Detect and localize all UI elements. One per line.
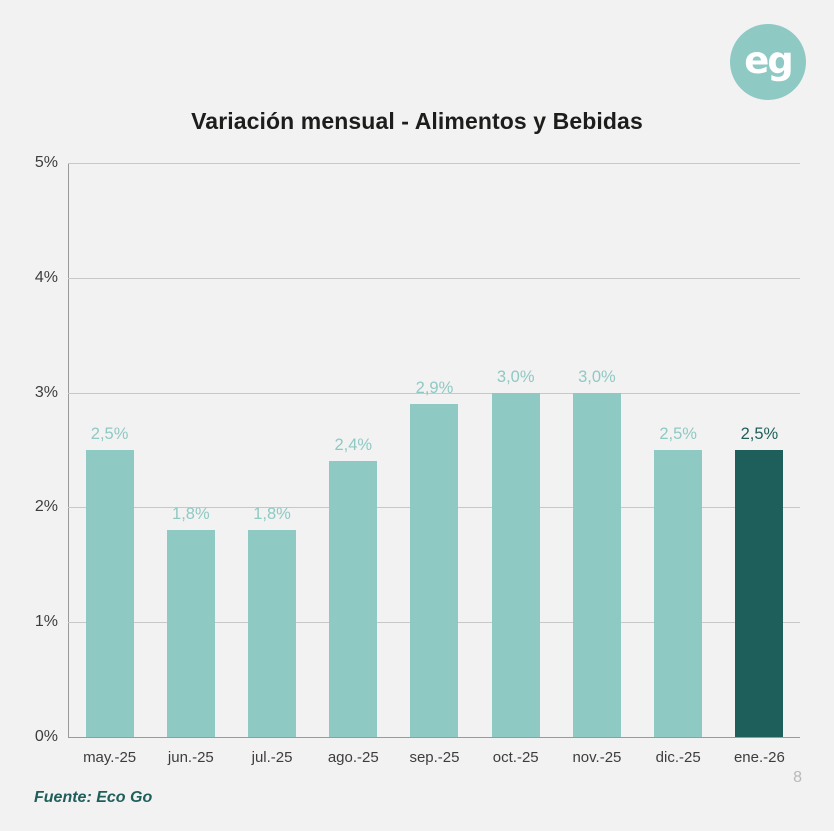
- y-axis-tick-label: 3%: [34, 383, 58, 401]
- bar[interactable]: [248, 530, 296, 737]
- bar[interactable]: [573, 393, 621, 737]
- bar-group: [150, 163, 231, 737]
- bar[interactable]: [410, 404, 458, 737]
- bar[interactable]: [735, 450, 783, 737]
- bar[interactable]: [329, 461, 377, 737]
- bar-group: [475, 163, 556, 737]
- bar-value-label: 1,8%: [172, 505, 210, 524]
- logo-disc: [730, 24, 806, 100]
- bar-value-label: 2,5%: [740, 425, 779, 443]
- bar-group: [231, 163, 312, 737]
- bar[interactable]: [654, 450, 702, 737]
- x-axis-category-label: jul.-25: [251, 749, 293, 766]
- x-axis-category-label: dic.-25: [655, 749, 701, 766]
- x-axis-category-label: may.-25: [83, 749, 137, 766]
- bar-value-label: 2,5%: [90, 425, 129, 443]
- bar[interactable]: [167, 530, 215, 737]
- bar[interactable]: [86, 450, 134, 737]
- bar-value-label: 2,5%: [659, 425, 697, 443]
- bar-value-label: 2,4%: [334, 436, 373, 455]
- eco-go-logo: [730, 24, 806, 100]
- bar-chart: [0, 150, 834, 770]
- y-axis-tick-label: 2%: [34, 498, 58, 516]
- bar-series: [69, 150, 800, 770]
- logo-mark: eg: [744, 38, 792, 82]
- bar-group: [556, 163, 637, 737]
- source-note: Fuente: Eco Go: [34, 789, 153, 806]
- x-axis-category-label: ene.-26: [733, 749, 785, 766]
- y-axis-tick-label: 5%: [34, 154, 58, 171]
- bar-group: [69, 163, 150, 737]
- x-axis-category-label: nov.-25: [572, 749, 622, 766]
- chart-title: Variación mensual - Alimentos y Bebidas: [191, 108, 643, 134]
- x-axis-category-label: jun.-25: [167, 749, 214, 766]
- y-axis-tick-label: 1%: [34, 613, 58, 631]
- page-number: 8: [793, 769, 802, 786]
- bar-group: [394, 163, 475, 737]
- bar-group: [638, 163, 719, 737]
- bar-value-label: 1,8%: [253, 505, 291, 524]
- bar-group: [313, 163, 394, 737]
- bar[interactable]: [492, 393, 540, 737]
- y-axis-tick-label: 4%: [34, 268, 58, 286]
- bar-value-label: 2,9%: [415, 379, 454, 398]
- bar-value-label: 3,0%: [578, 367, 616, 386]
- x-axis-category-label: sep.-25: [409, 749, 460, 766]
- y-axis-tick-label: 0%: [34, 728, 58, 745]
- x-axis-category-label: oct.-25: [492, 749, 539, 766]
- bar-group: [719, 163, 800, 737]
- bar-value-label: 3,0%: [496, 367, 535, 386]
- x-axis-category-label: ago.-25: [327, 749, 379, 766]
